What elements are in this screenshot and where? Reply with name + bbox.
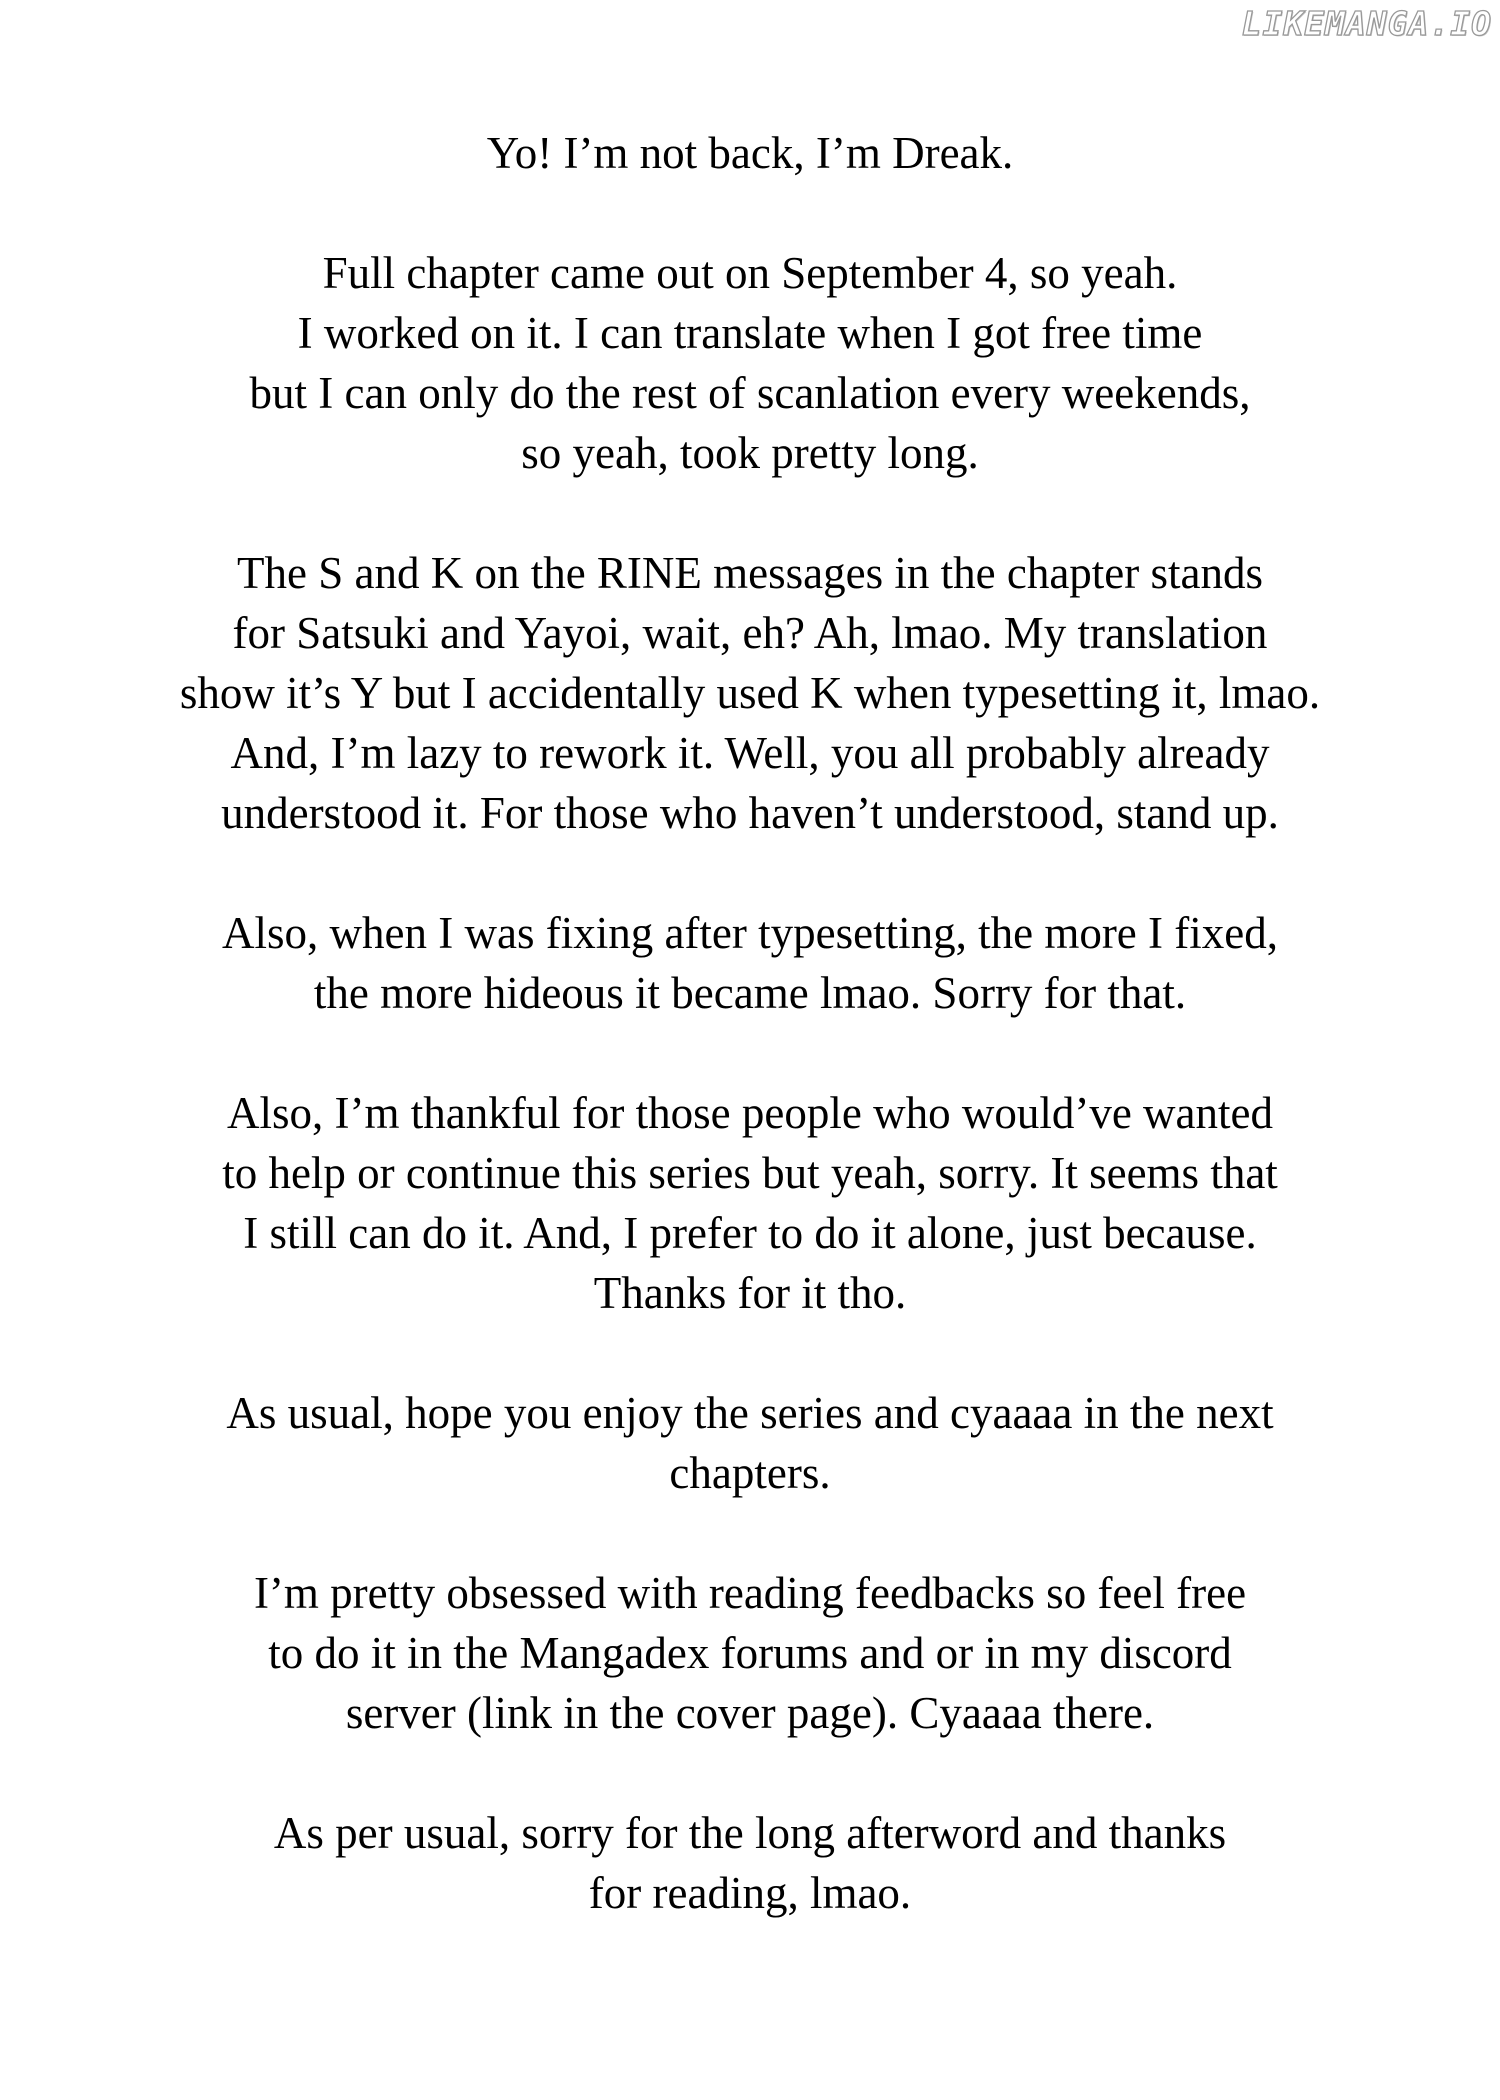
text-line: understood it. For those who haven’t understood, stand up.: [221, 788, 1279, 838]
paragraph: [0, 1383, 1500, 1503]
text-line: Also, when I was fixing after typesetting, the more I fixed,: [222, 908, 1278, 958]
text-line: but I can only do the rest of scanlation every weekends,: [249, 368, 1251, 418]
paragraph: [0, 1563, 1500, 1743]
text-line: I worked on it. I can translate when I got free time: [297, 308, 1203, 358]
paragraph: [0, 1083, 1500, 1323]
text-line: show it’s Y but I accidentally used K when typesetting it, lmao.: [179, 668, 1321, 718]
text-line: to help or continue this series but yeah, sorry. It seems that: [222, 1148, 1278, 1198]
text-line: so yeah, took pretty long.: [521, 428, 979, 478]
text-line: chapters.: [669, 1448, 831, 1498]
text-line: Thanks for it tho.: [593, 1268, 907, 1318]
paragraph: [0, 123, 1500, 183]
text-line: Yo! I’m not back, I’m Dreak.: [486, 128, 1014, 178]
text-line: Also, I’m thankful for those people who would’ve wanted: [226, 1088, 1273, 1138]
text-line: As usual, hope you enjoy the series and cyaaaa in the next: [226, 1388, 1274, 1438]
paragraph: [0, 903, 1500, 1023]
text-line: to do it in the Mangadex forums and or in my discord: [268, 1628, 1232, 1678]
afterword-text: [0, 123, 1500, 1923]
text-line: I’m pretty obsessed with reading feedbacks so feel free: [253, 1568, 1247, 1618]
text-line: server (link in the cover page). Cyaaaa there.: [345, 1688, 1155, 1738]
paragraph: [0, 1803, 1500, 1923]
text-line: As per usual, sorry for the long afterword and thanks: [273, 1808, 1227, 1858]
paragraph: [0, 543, 1500, 843]
paragraph: [0, 243, 1500, 483]
text-line: And, I’m lazy to rework it. Well, you all probably already: [230, 728, 1270, 778]
text-line: for reading, lmao.: [588, 1868, 912, 1918]
text-line: I still can do it. And, I prefer to do it alone, just because.: [243, 1208, 1257, 1258]
text-line: the more hideous it became lmao. Sorry for that.: [313, 968, 1187, 1018]
text-line: Full chapter came out on September 4, so yeah.: [322, 248, 1178, 298]
text-line: for Satsuki and Yayoi, wait, eh? Ah, lmao. My translation: [232, 608, 1268, 658]
text-line: The S and K on the RINE messages in the chapter stands: [236, 548, 1263, 598]
site-watermark: LIKEMANGA.IO: [1241, 4, 1492, 43]
